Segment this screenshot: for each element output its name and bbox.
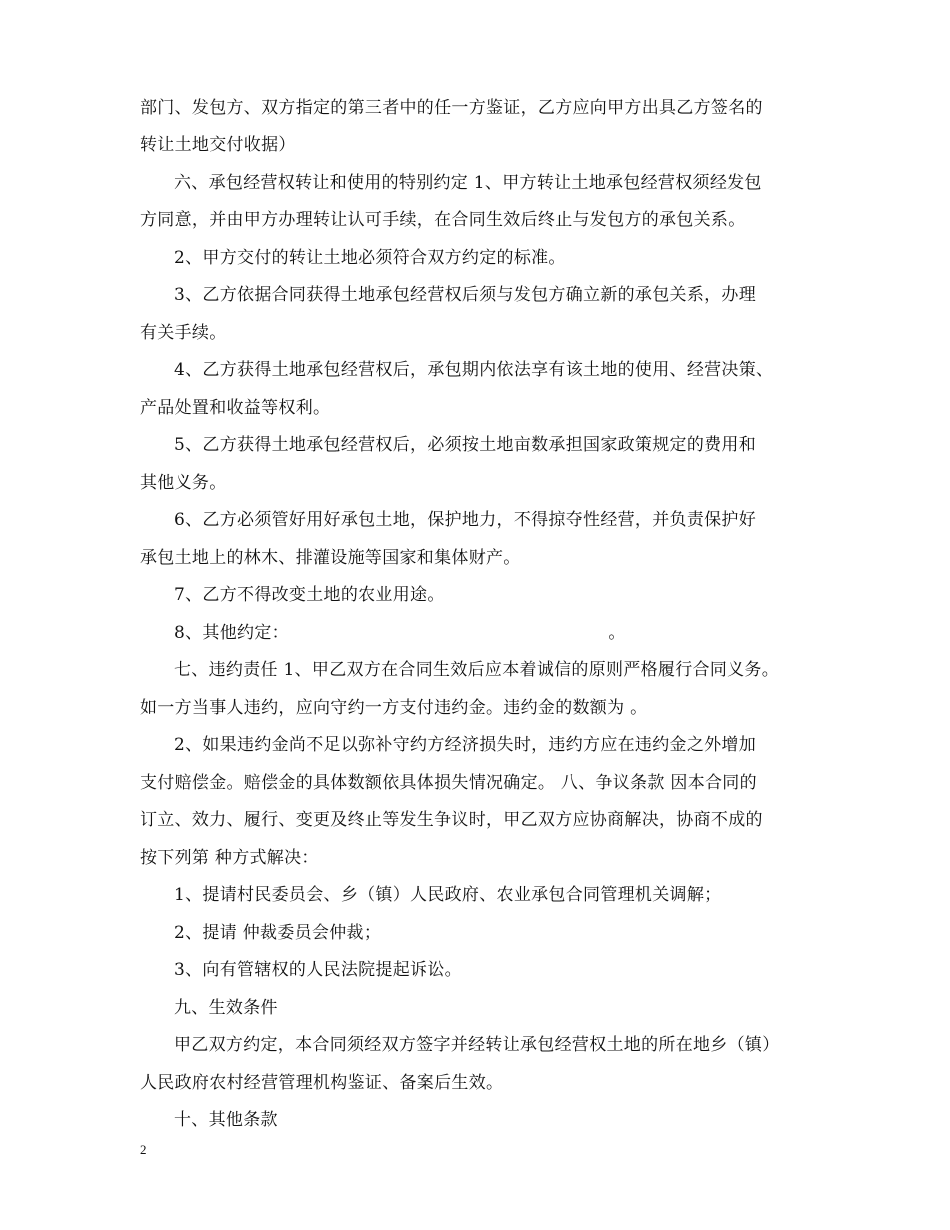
text-line: 支付赔偿金。赔偿金的具体数额依具体损失情况确定。 八、争议条款 因本合同的 <box>140 773 757 793</box>
section-heading-nine: 九、生效条件 <box>174 998 278 1018</box>
text-line: 4、乙方获得土地承包经营权后，承包期内依法享有该土地的使用、经营决策、 <box>174 360 774 380</box>
section-heading-ten: 十、其他条款 <box>174 1110 278 1130</box>
text-line: 1、提请村民委员会、乡（镇）人民政府、农业承包合同管理机关调解； <box>174 885 722 905</box>
text-line: 承包土地上的林木、排灌设施等国家和集体财产。 <box>140 548 521 568</box>
text-line: 部门、发包方、双方指定的第三者中的任一方鉴证，乙方应向甲方出具乙方签名的 <box>140 98 763 118</box>
section-heading-seven: 七、违约责任 1、甲乙双方在合同生效后应本着诚信的原则严格履行合同义务。 <box>174 660 780 680</box>
text-line: 6、乙方必须管好用好承包土地，保护地力，不得掠夺性经营，并负责保护好 <box>174 510 757 530</box>
section-heading-six: 六、承包经营权转让和使用的特别约定 1、甲方转让土地承包经营权须经发包 <box>174 173 762 193</box>
text-line: 人民政府农村经营管理机构鉴证、备案后生效。 <box>140 1073 504 1093</box>
text-line: 按下列第 种方式解决： <box>140 848 319 868</box>
text-line: 订立、效力、履行、变更及终止等发生争议时，甲乙双方应协商解决，协商不成的 <box>140 810 763 830</box>
text-line: 3、乙方依据合同获得土地承包经营权后须与发包方确立新的承包关系，办理 <box>174 285 757 305</box>
text-line: 如一方当事人违约，应向守约一方支付违约金。违约金的数额为 。 <box>140 698 648 718</box>
text-line: 有关手续。 <box>140 323 227 343</box>
text-line: 2、甲方交付的转让土地必须符合双方约定的标准。 <box>174 248 566 268</box>
text-line: 转让土地交付收据） <box>140 135 296 155</box>
text-line: 2、提请 仲裁委员会仲裁； <box>174 923 382 943</box>
text-line: 7、乙方不得改变土地的农业用途。 <box>174 585 445 605</box>
text-line: 甲乙双方约定，本合同须经双方签字并经转让承包经营权土地的所在地乡（镇） <box>174 1035 780 1055</box>
text-line: 3、向有管辖权的人民法院提起诉讼。 <box>174 960 462 980</box>
text-line: 其他义务。 <box>140 473 227 493</box>
text-line: 5、乙方获得土地承包经营权后，必须按土地亩数承担国家政策规定的费用和 <box>174 435 757 455</box>
text-line: 方同意，并由甲方办理转让认可手续，在合同生效后终止与发包方的承包关系。 <box>140 210 746 230</box>
text-line: 2、如果违约金尚不足以弥补守约方经济损失时，违约方应在违约金之外增加 <box>174 735 757 755</box>
text-line: 8、其他约定： 。 <box>174 623 626 643</box>
page-number: 2 <box>140 1142 147 1157</box>
text-line: 产品处置和收益等权利。 <box>140 398 331 418</box>
